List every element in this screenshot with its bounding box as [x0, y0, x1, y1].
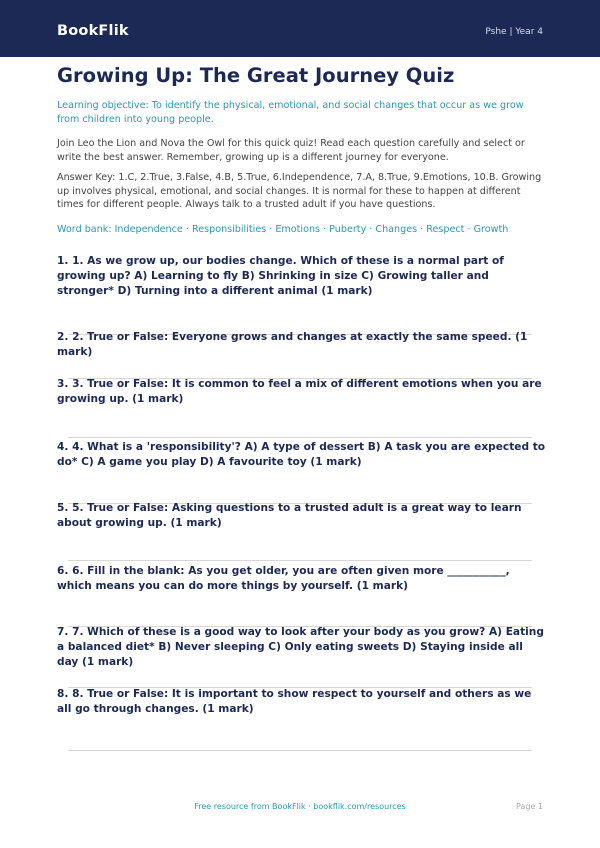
page-header [0, 0, 600, 57]
answer-line-5 [68, 560, 532, 561]
question-8: 8. 8. True or False: It is important to show respect to yourself and others as we all go through changes. (1 mark) [57, 688, 532, 715]
intro-text: Join Leo the Lion and Nova the Owl for this quick quiz! Read each question carefully and select or write the best answer. Remember, growing up is a different journey for everyone. [57, 138, 525, 163]
answer-key: Answer Key: 1.C, 2.True, 3.False, 4.B, 5.True, 6.Independence, 7.A, 8.True, 9.Emotions, 10.B. Growing up involves physical, emotional, and social changes. It is normal for these to happen at different times for different people. Always talk to a trusted adult if you have questions. [57, 172, 542, 211]
question-5: 5. 5. True or False: Asking questions to a trusted adult is a great way to learn about growing up. (1 mark) [57, 502, 522, 529]
subject-year: Pshe | Year 4 [485, 27, 543, 37]
footer-link[interactable]: Free resource from BookFlik · bookflik.com/resources [194, 802, 406, 811]
page-number: Page 1 [516, 802, 543, 811]
brand-logo[interactable]: BookFlik [57, 23, 129, 39]
page-title: Growing Up: The Great Journey Quiz [57, 64, 455, 87]
question-7: 7. 7. Which of these is a good way to look after your body as you grow? A) Eating a balanced diet* B) Never sleeping C) Only eating sweets D) Staying inside all day (1 mark) [57, 626, 544, 668]
question-4: 4. 4. What is a 'responsibility'? A) A type of dessert B) A task you are expected to do* C) A game you play D) A favourite toy (1 mark) [57, 441, 546, 468]
question-2: 2. 2. True or False: Everyone grows and changes at exactly the same speed. (1 mark) [57, 331, 528, 358]
word-bank: Word bank: Independence · Responsibilities · Emotions · Puberty · Changes · Respect · Growth [57, 224, 509, 235]
learning-objective: Learning objective: To identify the physical, emotional, and social changes that occur as we grow from children into young people. [57, 100, 524, 125]
question-3: 3. 3. True or False: It is common to feel a mix of different emotions when you are growing up. (1 mark) [57, 378, 542, 405]
question-6: 6. 6. Fill in the blank: As you get older, you are often given more ___________, which means you can do more things by yourself. (1 mark) [57, 565, 510, 592]
answer-line-8 [68, 750, 532, 751]
answer-line-3 [68, 437, 532, 438]
question-1: 1. 1. As we grow up, our bodies change. Which of these is a normal part of growing up? A) Learning to fly B) Shrinking in size C) Growing taller and stronger* D) Turning into a different animal (1 mark) [57, 255, 504, 297]
